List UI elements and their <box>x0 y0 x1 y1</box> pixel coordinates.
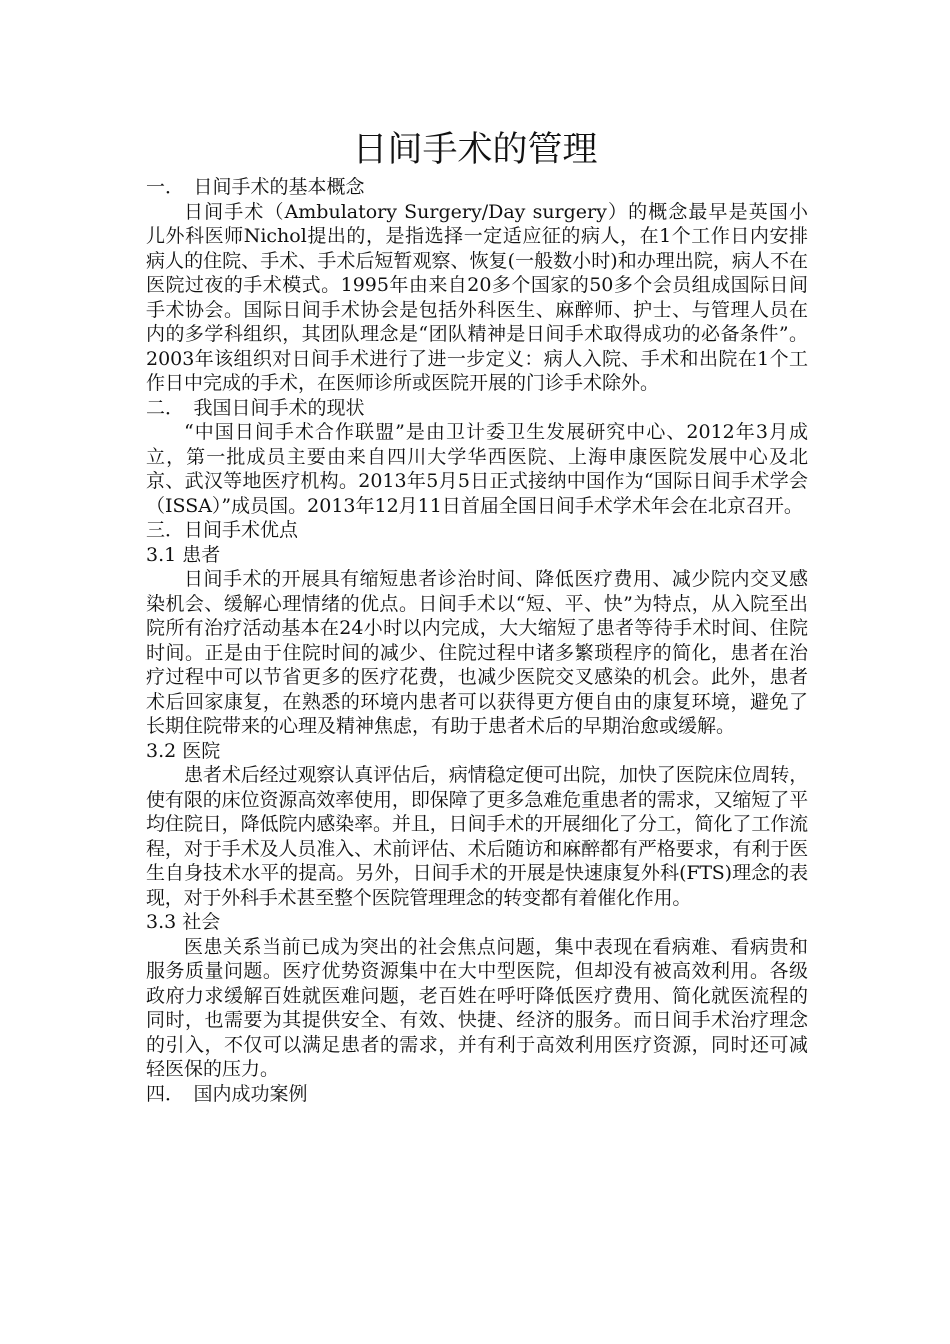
section-heading-1: 一． 日间手术的基本概念 <box>146 176 365 198</box>
subsection-3-1-paragraph: 日间手术的开展具有缩短患者诊治时间、降低医疗费用、减少院内交叉感染机会、缓解心理情绪的优点。日间手术以“短、平、快”为特点，从入院至出院所有治疗活动基本在24小时以内完成，大大缩短了患者等待手术时间、住院时间。正是由于住院时间的减少、住院过程中诸多繁琐程序的简化，患者在治疗过程中可以节省更多的医疗花费，也减少医院交叉感染的机会。此外，患者术后回家康复，在熟悉的环境内患者可以获得更方便自由的康复环境，避免了长期住院带来的心理及精神焦虑，有助于患者术后的早期治愈或缓解。 <box>146 568 808 737</box>
subsection-3-2-paragraph: 患者术后经过观察认真评估后，病情稳定便可出院，加快了医院床位周转，使有限的床位资源高效率使用，即保障了更多急难危重患者的需求，又缩短了平均住院日，降低院内感染率。并且，日间手术的开展细化了分工，简化了工作流程，对于手术及人员准入、术前评估、术后随访和麻醉都有严格要求，有利于医生自身技术水平的提高。另外，日间手术的开展是快速康复外科(FTS)理念的表现，对于外科手术甚至整个医院管理理念的转变都有着催化作用。 <box>146 764 808 909</box>
page-title: 日间手术的管理 <box>352 130 598 170</box>
document-body <box>146 175 808 1106</box>
section-heading-3: 三．日间手术优点 <box>146 519 299 541</box>
subsection-heading-3-1: 3.1 患者 <box>146 543 221 566</box>
subsection-heading-3-2: 3.2 医院 <box>146 739 221 762</box>
subsection-3-3-paragraph: 医患关系当前已成为突出的社会焦点问题，集中表现在看病难、看病贵和服务质量问题。医疗优势资源集中在大中型医院，但却没有被高效利用。各级政府力求缓解百姓就医难问题，老百姓在呼吁降低医疗费用、简化就医流程的同时，也需要为其提供安全、有效、快捷、经济的服务。而日间手术治疗理念的引入，不仅可以满足患者的需求，并有利于高效利用医疗资源，同时还可减轻医保的压力。 <box>146 935 808 1080</box>
subsection-heading-3-3: 3.3 社会 <box>146 911 221 933</box>
section-1-paragraph: 日间手术（Ambulatory Surgery/Day surgery）的概念最早是英国小儿外科医师Nichol提出的，是指选择一定适应征的病人，在1个工作日内安排病人的住院、手术、手术后短暂观察、恢复(一般数小时)和办理出院，病人不在医院过夜的手术模式。1995年由来自20多个国家的50多个会员组成国际日间手术协会。国际日间手术协会是包括外科医生、麻醉师、护士、与管理人员在内的多学科组织，其团队理念是“团队精神是日间手术取得成功的必备条件”。2003年该组织对日间手术进行了进一步定义：病人入院、手术和出院在1个工作日中完成的手术，在医师诊所或医院开展的门诊手术除外。 <box>146 200 808 394</box>
section-heading-2: 二． 我国日间手术的现状 <box>146 396 365 419</box>
section-heading-4: 四． 国内成功案例 <box>146 1082 308 1105</box>
section-2-paragraph: “中国日间手术合作联盟”是由卫计委卫生发展研究中心、2012年3月成立，第一批成员主要由来自四川大学华西医院、上海申康医院发展中心及北京、武汉等地医疗机构。2013年5月5日正式接纳中国作为“国际日间手术学会（ISSA）”成员国。2013年12月11日首届全国日间手术学术年会在北京召开。 <box>146 421 808 517</box>
